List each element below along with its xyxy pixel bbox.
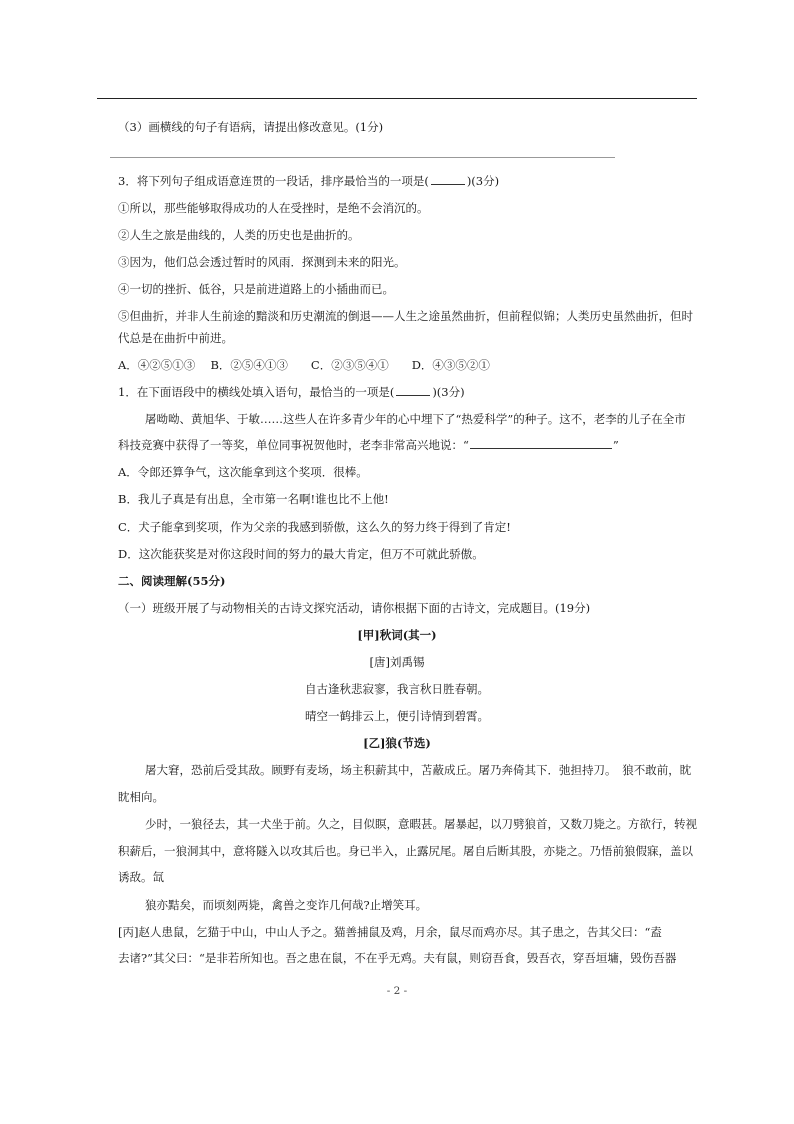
q1-fill-blank[interactable] — [470, 437, 612, 449]
poem-line-2: 晴空一鹤排云上，便引诗情到碧霄。 — [305, 709, 489, 723]
q3-sentence-5a: ⑤但曲折，并非人生前途的黯淡和历史潮流的倒退——人生之途虽然曲折，但前程似锦；人类历史虽然曲折，但时 — [118, 309, 693, 323]
header-rule — [97, 98, 697, 99]
q3-stem — [118, 173, 499, 189]
q3-stem-score: )(3分) — [466, 174, 500, 188]
q1-stem-text: 1．在下面语段中的横线处填入语句，最恰当的一项是( — [118, 385, 395, 399]
q3-options: A．④②⑤①③ B．②⑤④①③ C．②③⑤④① D．④③⑤②① — [118, 358, 490, 372]
poem-title: [甲]秋词(其一) — [357, 628, 437, 642]
q1-paragraph-b-close: ” — [612, 438, 619, 452]
q1-option-b: B．我儿子真是有出息，全市第一名啊!谁也比不上他! — [118, 492, 389, 506]
wolf-paragraph-2c: 诱敌。氙 — [118, 870, 164, 884]
wolf-paragraph-3: 狼亦黠矣，而顷刻两毙，禽兽之变诈几何哉?止增笑耳。 — [145, 898, 428, 912]
q3-answer-blank[interactable] — [431, 173, 465, 185]
q3-stem-text: 3．将下列句子组成语意连贯的一段话，排序最恰当的一项是( — [118, 174, 429, 188]
q3-sub-question: （3）画横线的句子有语病，请提出修改意见。(1分) — [118, 120, 384, 134]
q1-paragraph-b — [118, 437, 619, 453]
wolf-paragraph-1b: 眈相向。 — [118, 790, 164, 804]
q1-paragraph-b-text: 科技竞赛中获得了一等奖，单位同事祝贺他时，老李非常高兴地说：“ — [118, 438, 469, 452]
q3-sentence-4: ④一切的挫折、低谷，只是前进道路上的小插曲而已。 — [118, 282, 394, 296]
q1-paragraph-a: 屠呦呦、黄旭华、于敏……这些人在许多青少年的心中埋下了“热爱科学”的种子。这不，老李的儿子在全市 — [145, 412, 686, 426]
q1-option-c: C．犬子能拿到奖项，作为父亲的我感到骄傲，这么久的努力终于得到了肯定! — [118, 520, 511, 534]
q3-sentence-1: ①所以，那些能够取得成功的人在受挫时，是绝不会消沉的。 — [118, 201, 429, 215]
q1-stem — [118, 384, 465, 400]
q3-sentence-5b: 代总是在曲折中前进。 — [118, 331, 233, 345]
poem-author: [唐]刘禹锡 — [369, 655, 425, 669]
zhao-paragraph-b: 去诸?”其父曰：“是非若所知也。吾之患在鼠，不在乎无鸡。夫有鼠，则窃吾食，毁吾衣，穿吾垣墉，毁伤吾器 — [118, 951, 677, 965]
q3-sentence-3: ③因为，他们总会透过暂时的风雨．探测到未来的阳光。 — [118, 255, 406, 269]
zhao-paragraph-a: [丙]赵人患鼠，乞猫于中山，中山人予之。猫善捕鼠及鸡，月余，鼠尽而鸡亦尽。其子患之，告其父曰：“盍 — [118, 925, 662, 939]
wolf-paragraph-2a: 少时，一狼径去，其一犬坐于前。久之，目似瞑，意暇甚。屠暴起，以刀劈狼首，又数刀毙之。方欲行，转视 — [145, 817, 697, 831]
q1-answer-blank[interactable] — [396, 384, 430, 396]
q1-option-d: D．这次能获奖是对你这段时间的努力的最大肯定，但万不可就此骄傲。 — [118, 547, 484, 561]
page-number: - 2 - — [386, 985, 408, 997]
section-2-title: 二、阅读理解(55分) — [118, 574, 226, 588]
section-2-intro: （一）班级开展了与动物相关的古诗文探究活动，请你根据下面的古诗文，完成题目。(19分) — [118, 601, 591, 615]
wolf-paragraph-2b: 积薪后，一狼洞其中，意将隧入以攻其后也。身已半入，止露尻尾。屠自后断其股，亦毙之。乃悟前狼假寐，盖以 — [118, 844, 693, 858]
q1-stem-score: )(3分) — [432, 385, 465, 399]
q3-sentence-2: ②人生之旅是曲线的，人类的历史也是曲折的。 — [118, 228, 360, 242]
wolf-title: [乙]狼(节选) — [363, 736, 431, 750]
poem-line-1: 自古逢秋悲寂寥，我言秋日胜春朝。 — [305, 682, 489, 696]
answer-line[interactable] — [110, 157, 615, 158]
q1-option-a: A．令郎还算争气，这次能拿到这个奖项．很棒。 — [118, 465, 368, 479]
wolf-paragraph-1a: 屠大窘，恐前后受其敌。顾野有麦场，场主积薪其中，苫蔽成丘。屠乃奔倚其下．弛担持刀。 狼不敢前，眈 — [145, 763, 692, 777]
